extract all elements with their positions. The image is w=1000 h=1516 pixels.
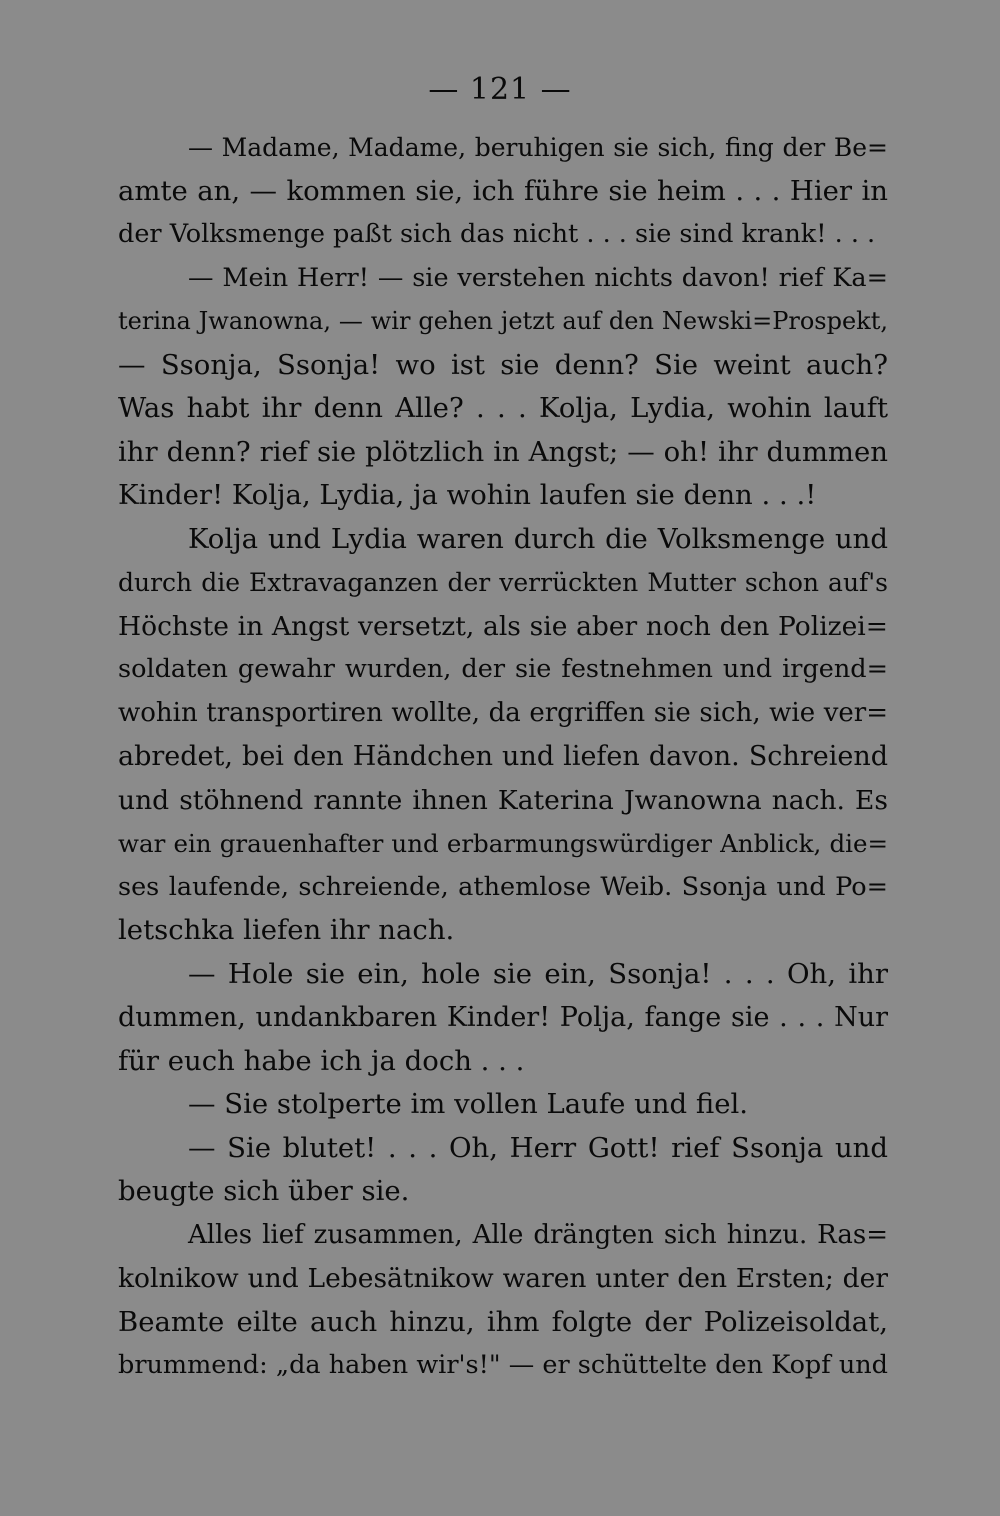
text-line: — Hole sie ein, hole sie ein, Ssonja! . . . Oh, ihr [188,957,888,990]
text-line: war ein grauenhafter und erbarmungswürdiger Anblick, die= [118,829,888,858]
text-line: — Sie stolperte im vollen Laufe und fiel. [188,1088,749,1120]
text-line: beugte sich über sie. [118,1175,410,1207]
text-line: und stöhnend rannte ihnen Katerina Jwanowna nach. Es [118,784,888,816]
text-line: letschka liefen ihr nach. [118,914,455,946]
text-line: dummen, undankbaren Kinder! Polja, fange sie . . . Nur [118,1002,888,1033]
text-line: — Mein Herr! — sie verstehen nichts davon! rief Ka= [188,262,888,293]
text-line: wohin transportiren wollte, da ergriffen sie sich, wie ver= [118,697,888,728]
text-line: der Volksmenge paßt sich das nicht . . . sie sind krank! . . . [118,219,876,249]
text-line: — Sie blutet! . . . Oh, Herr Gott! rief Ssonja und [188,1131,888,1164]
text-line: Kolja und Lydia waren durch die Volksmenge und [188,522,888,555]
text-line: — Ssonja, Ssonja! wo ist sie denn? Sie weint auch? [118,348,888,381]
text-line: amte an, — kommen sie, ich führe sie heim . . . Hier in [118,174,888,207]
text-line: Was habt ihr denn Alle? . . . Kolja, Lydia, wohin lauft [118,392,888,424]
page-number: — 121 — [428,72,572,107]
text-line: Höchste in Angst versetzt, als sie aber noch den Polizei= [118,610,888,642]
text-line: für euch habe ich ja doch . . . [118,1044,525,1077]
text-line: durch die Extravaganzen der verrückten Mutter schon auf's [118,568,888,597]
body-text [118,126,888,1388]
text-line: — Madame, Madame, beruhigen sie sich, fing der Be= [188,133,888,162]
text-line: Beamte eilte auch hinzu, ihm folgte der Polizeisoldat, [118,1305,888,1338]
text-line: brummend: „da haben wir's!" — er schüttelte den Kopf und [118,1350,888,1380]
text-line: abredet, bei den Händchen und liefen davon. Schreiend [118,741,888,772]
text-line: kolnikow und Lebesätnikow waren unter den Ersten; der [118,1263,888,1294]
text-line: terina Jwanowna, — wir gehen jetzt auf den Newski=Prospekt, [118,307,888,335]
text-line: ses laufende, schreiende, athemlose Weib. Ssonja und Po= [118,871,888,902]
text-line: Alles lief zusammen, Alle drängten sich hinzu. Ras= [188,1219,888,1250]
text-line: Kinder! Kolja, Lydia, ja wohin laufen sie denn . . .! [118,479,817,511]
text-line: soldaten gewahr wurden, der sie festnehmen und irgend= [118,654,888,684]
text-line: ihr denn? rief sie plötzlich in Angst; — oh! ihr dummen [118,435,888,468]
